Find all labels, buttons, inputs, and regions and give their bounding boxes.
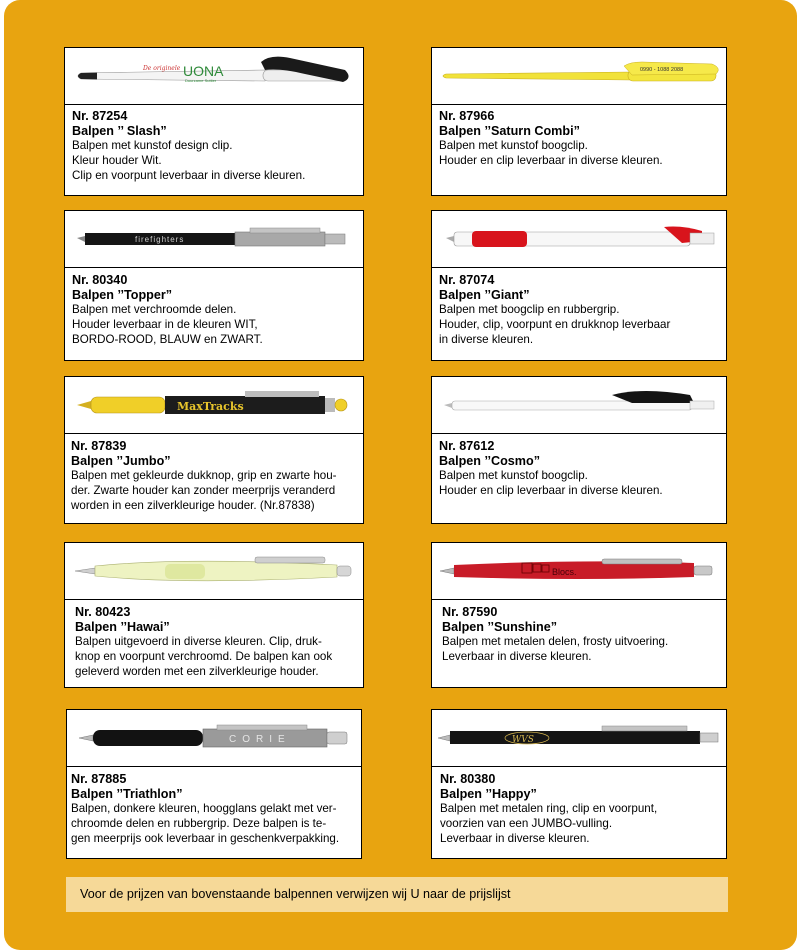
product-image-jumbo (65, 377, 363, 434)
product-card-80423 (64, 542, 364, 688)
product-description: Balpen, donkere kleuren, hoogglans gelakt met ver- chroomde delen en rubbergrip. Deze balpen is te- gen meerprijs ook leverbaar in geschenkverpakking. (71, 802, 340, 845)
product-number: Nr. 87254 (72, 109, 128, 123)
product-description: Balpen met kunstof design clip. Kleur houder Wit. Clip en voorpunt leverbaar in diverse kleuren. (72, 139, 306, 182)
product-card-80380 (431, 709, 727, 859)
product-name: Balpen ’’Saturn Combi” (439, 124, 580, 138)
product-card-87885 (66, 709, 362, 859)
product-card-87966 (431, 47, 727, 196)
product-description: Balpen met boogclip en rubbergrip. Houder, clip, voorpunt en drukknop leverbaar in diverse kleuren. (439, 303, 671, 346)
product-number: Nr. 80340 (72, 273, 128, 287)
product-card-87612 (431, 376, 727, 524)
product-number: Nr. 80380 (440, 772, 496, 786)
product-number: Nr. 87074 (439, 273, 495, 287)
price-list-note: Voor de prijzen van bovenstaande balpennen verwijzen wij U naar de prijslijst (66, 877, 728, 912)
product-image-giant (432, 211, 726, 268)
product-number: Nr. 87966 (439, 109, 495, 123)
product-name: Balpen ’’Cosmo” (439, 454, 540, 468)
imprint-text: 0990 - 1088 2088 (640, 67, 684, 73)
imprint-text: UONA (183, 63, 224, 79)
product-description: Balpen met metalen delen, frosty uitvoering. Leverbaar in diverse kleuren. (442, 635, 669, 663)
product-card-87074 (431, 210, 727, 361)
product-description: Balpen met metalen ring, clip en voorpunt, voorzien van een JUMBO-vulling. Leverbaar in diverse kleuren. (440, 802, 658, 845)
product-image-slash (65, 48, 363, 105)
product-number: Nr. 87590 (442, 605, 498, 619)
product-description: Balpen met gekleurde dukknop, grip en zwarte hou- der. Zwarte houder kan zonder meerprijs veranderd worden in een zilverkleurige houder. (Nr.87838) (71, 469, 337, 512)
imprint-text: Blocs. (552, 567, 577, 577)
product-image-saturn-combi (432, 48, 726, 105)
product-image-sunshine (432, 543, 726, 600)
imprint-script-text: De originele (143, 65, 181, 72)
product-name: Balpen ’’Giant” (439, 288, 530, 302)
product-card-80340 (64, 210, 364, 361)
imprint-text: firefighters (135, 235, 185, 244)
product-name: Balpen ’’Topper” (72, 288, 173, 302)
product-card-87839 (64, 376, 364, 524)
product-name: Balpen ’’Happy” (440, 787, 537, 801)
product-image-cosmo (432, 377, 726, 434)
product-description: Balpen met kunstof boogclip. Houder en clip leverbaar in diverse kleuren. (439, 139, 663, 167)
imprint-text: WVS (512, 735, 534, 745)
product-card-87590 (431, 542, 727, 688)
product-name: Balpen ’’Hawai” (75, 620, 170, 634)
product-description: Balpen met verchroomde delen. Houder leverbaar in de kleuren WIT, BORDO-ROOD, BLAUW en ZWART. (72, 303, 263, 346)
product-name: Balpen ’’Sunshine” (442, 620, 557, 634)
product-description: Balpen uitgevoerd in diverse kleuren. Clip, druk- knop en voorpunt verchroomd. De balpen kan ook geleverd worden met een zilverkleurige houder. (75, 635, 333, 678)
imprint-text: CORIE (229, 734, 291, 745)
product-number: Nr. 87885 (71, 772, 127, 786)
imprint-sub-text: Duurzame Suttier (185, 78, 217, 83)
product-image-triathlon (67, 710, 361, 767)
product-number: Nr. 87839 (71, 439, 127, 453)
product-image-topper (65, 211, 363, 268)
product-name: Balpen ’’Triathlon” (71, 787, 183, 801)
product-image-hawai (65, 543, 363, 600)
product-number: Nr. 80423 (75, 605, 131, 619)
product-name: Balpen ’’Jumbo” (71, 454, 171, 468)
product-card-87254 (64, 47, 364, 196)
product-description: Balpen met kunstof boogclip. Houder en clip leverbaar in diverse kleuren. (439, 469, 663, 497)
product-number: Nr. 87612 (439, 439, 495, 453)
product-name: Balpen ’’ Slash” (72, 124, 167, 138)
product-image-happy (432, 710, 726, 767)
imprint-text: MaxTracks (177, 400, 244, 413)
